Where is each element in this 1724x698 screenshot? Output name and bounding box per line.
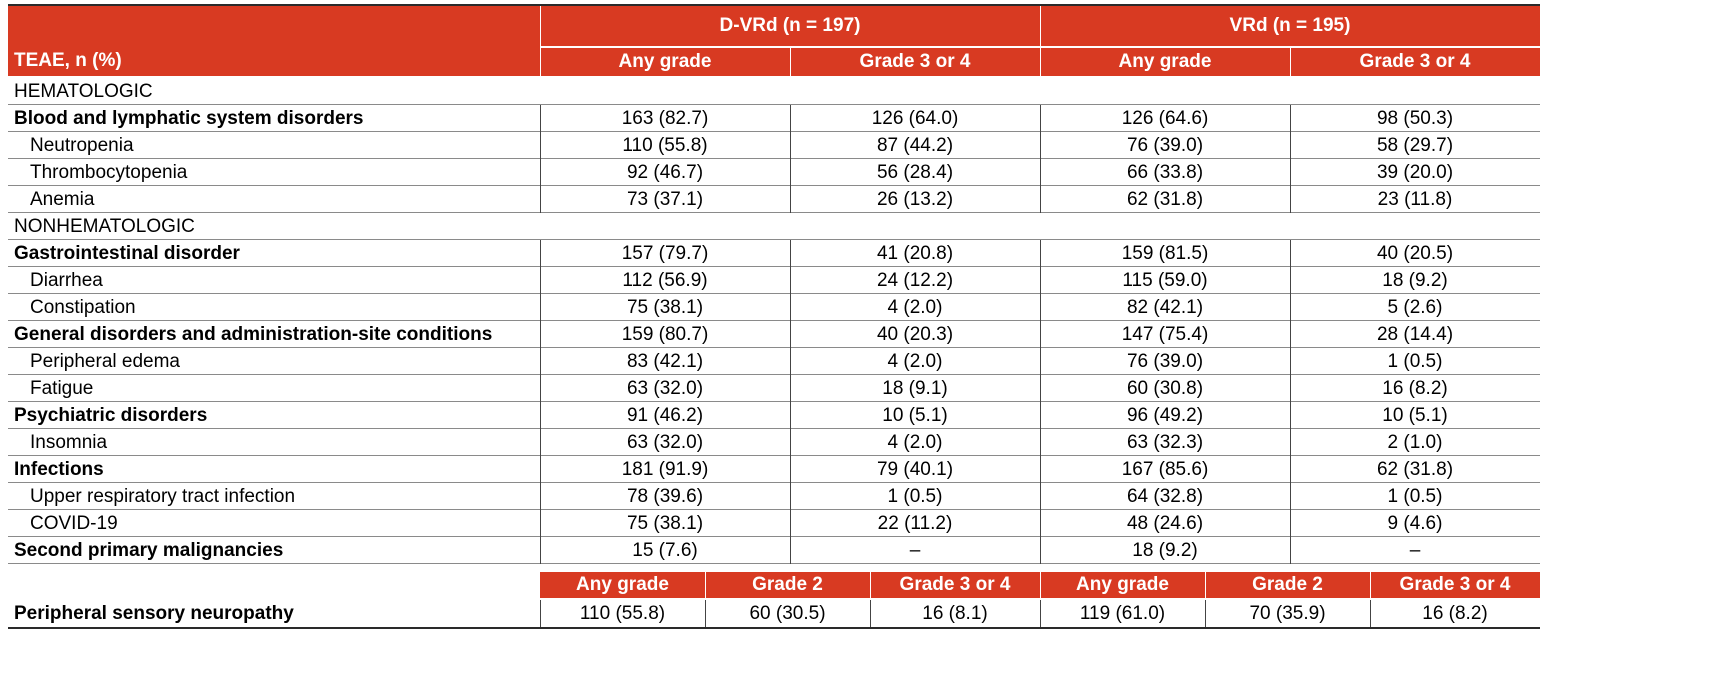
value-cell: 62 (31.8)	[1126, 189, 1204, 210]
row-label: Neutropenia	[30, 135, 134, 156]
value-cell: 78 (39.6)	[626, 486, 704, 507]
value-cell: 4 (2.0)	[887, 297, 943, 318]
header-subcolumn-3: Grade 3 or 4	[1290, 48, 1540, 76]
value-cell: 9 (4.6)	[1387, 513, 1443, 534]
row-label: Peripheral edema	[30, 351, 180, 372]
value-cell: 126 (64.6)	[1121, 108, 1209, 129]
value-cell: –	[1409, 540, 1421, 561]
row-label: NONHEMATOLOGIC	[14, 216, 195, 237]
value-cell: 16 (8.1)	[922, 603, 988, 624]
value-cell: 110 (55.8)	[622, 135, 708, 156]
row-label: COVID-19	[30, 513, 118, 534]
value-cell: 87 (44.2)	[876, 135, 954, 156]
value-cell: 63 (32.3)	[1126, 432, 1204, 453]
value-cell: 159 (80.7)	[621, 324, 709, 345]
value-cell: 5 (2.6)	[1387, 297, 1443, 318]
value-cell: 63 (32.0)	[626, 378, 704, 399]
value-cell: 75 (38.1)	[626, 297, 704, 318]
row-label: General disorders and administration-site conditions	[14, 324, 493, 345]
value-cell: 112 (56.9)	[622, 270, 708, 291]
value-cell: 96 (49.2)	[1126, 405, 1204, 426]
value-cell: 110 (55.8)	[579, 603, 666, 624]
header-group-vrd: VRd (n = 195)	[1040, 6, 1540, 46]
value-cell: 66 (33.8)	[1126, 162, 1204, 183]
value-cell: 157 (79.7)	[621, 243, 709, 264]
neuropathy-subcolumn-4: Grade 2	[1205, 572, 1370, 598]
value-cell: 24 (12.2)	[876, 270, 954, 291]
value-cell: 58 (29.7)	[1376, 135, 1454, 156]
row-label: Thrombocytopenia	[30, 162, 188, 183]
value-cell: 2 (1.0)	[1387, 432, 1443, 453]
value-cell: 22 (11.2)	[877, 513, 953, 534]
value-cell: 1 (0.5)	[1387, 486, 1443, 507]
row-label: Infections	[14, 459, 104, 480]
value-cell: 82 (42.1)	[1126, 297, 1204, 318]
value-cell: 18 (9.1)	[882, 378, 948, 399]
row-label: Peripheral sensory neuropathy	[14, 603, 294, 624]
value-cell: 70 (35.9)	[1249, 603, 1326, 624]
value-cell: 26 (13.2)	[876, 189, 954, 210]
neuropathy-header-divider	[705, 572, 706, 598]
header-subcolumn-1: Grade 3 or 4	[790, 48, 1040, 76]
value-cell: 10 (5.1)	[1382, 405, 1448, 426]
value-cell: 64 (32.8)	[1126, 486, 1204, 507]
value-cell: 41 (20.8)	[876, 243, 954, 264]
header-divider-h	[540, 47, 1540, 48]
cell-border	[705, 600, 706, 627]
value-cell: 10 (5.1)	[882, 405, 948, 426]
header-row-label: TEAE, n (%)	[14, 50, 122, 71]
value-cell: 28 (14.4)	[1376, 324, 1454, 345]
header-divider-v	[1290, 48, 1291, 76]
neuropathy-subcolumn-0: Any grade	[540, 572, 705, 598]
value-cell: 159 (81.5)	[1121, 243, 1209, 264]
value-cell: 119 (61.0)	[1079, 603, 1166, 624]
cell-border	[1370, 600, 1371, 627]
value-cell: 48 (24.6)	[1126, 513, 1204, 534]
row-label: Diarrhea	[30, 270, 103, 291]
value-cell: 163 (82.7)	[621, 108, 709, 129]
value-cell: –	[909, 540, 921, 561]
row-label: Constipation	[30, 297, 136, 318]
neuropathy-header-divider	[1040, 572, 1041, 598]
value-cell: 16 (8.2)	[1382, 378, 1448, 399]
value-cell: 56 (28.4)	[876, 162, 954, 183]
row-label: Second primary malignancies	[14, 540, 284, 561]
value-cell: 75 (38.1)	[626, 513, 704, 534]
value-cell: 92 (46.7)	[626, 162, 704, 183]
value-cell: 91 (46.2)	[626, 405, 704, 426]
value-cell: 98 (50.3)	[1376, 108, 1454, 129]
value-cell: 73 (37.1)	[626, 189, 704, 210]
value-cell: 62 (31.8)	[1376, 459, 1454, 480]
header-divider-v	[540, 6, 541, 76]
value-cell: 76 (39.0)	[1126, 135, 1204, 156]
row-label: Insomnia	[30, 432, 108, 453]
value-cell: 83 (42.1)	[626, 351, 704, 372]
value-cell: 79 (40.1)	[876, 459, 954, 480]
row-label: Psychiatric disorders	[14, 405, 208, 426]
neuropathy-subcolumn-1: Grade 2	[705, 572, 870, 598]
value-cell: 18 (9.2)	[1132, 540, 1198, 561]
value-cell: 40 (20.3)	[876, 324, 954, 345]
value-cell: 4 (2.0)	[887, 351, 943, 372]
cell-border	[870, 600, 871, 627]
value-cell: 18 (9.2)	[1382, 270, 1448, 291]
value-cell: 4 (2.0)	[887, 432, 943, 453]
header-group-d-vrd: D-VRd (n = 197)	[540, 6, 1040, 46]
value-cell: 60 (30.8)	[1126, 378, 1204, 399]
value-cell: 147 (75.4)	[1121, 324, 1209, 345]
neuropathy-subcolumn-3: Any grade	[1040, 572, 1205, 598]
row-label: Anemia	[30, 189, 95, 210]
value-cell: 16 (8.2)	[1422, 603, 1488, 624]
header-subcolumn-0: Any grade	[540, 48, 790, 76]
row-label: Fatigue	[30, 378, 94, 399]
header-divider-v	[790, 48, 791, 76]
row-label: HEMATOLOGIC	[14, 81, 153, 102]
value-cell: 1 (0.5)	[887, 486, 943, 507]
value-cell: 167 (85.6)	[1121, 459, 1209, 480]
header-subcolumn-2: Any grade	[1040, 48, 1290, 76]
row-label: Gastrointestinal disorder	[14, 243, 240, 264]
neuropathy-header-divider	[870, 572, 871, 598]
neuropathy-header-divider	[1370, 572, 1371, 598]
cell-border	[1040, 600, 1041, 627]
row-label: Blood and lymphatic system disorders	[14, 108, 364, 129]
row-label: Upper respiratory tract infection	[30, 486, 296, 507]
value-cell: 115 (59.0)	[1122, 270, 1208, 291]
value-cell: 76 (39.0)	[1126, 351, 1204, 372]
cell-border	[1205, 600, 1206, 627]
neuropathy-subcolumn-5: Grade 3 or 4	[1370, 572, 1540, 598]
value-cell: 15 (7.6)	[632, 540, 698, 561]
value-cell: 39 (20.0)	[1376, 162, 1454, 183]
value-cell: 63 (32.0)	[626, 432, 704, 453]
value-cell: 40 (20.5)	[1376, 243, 1454, 264]
neuropathy-subcolumn-2: Grade 3 or 4	[870, 572, 1040, 598]
value-cell: 181 (91.9)	[621, 459, 709, 480]
value-cell: 1 (0.5)	[1387, 351, 1443, 372]
neuropathy-header-divider	[1205, 572, 1206, 598]
value-cell: 126 (64.0)	[871, 108, 959, 129]
cell-border	[540, 600, 541, 627]
value-cell: 60 (30.5)	[749, 603, 826, 624]
value-cell: 23 (11.8)	[1377, 189, 1453, 210]
header-divider-v	[1040, 6, 1041, 76]
table-bottom-rule	[8, 627, 1540, 629]
